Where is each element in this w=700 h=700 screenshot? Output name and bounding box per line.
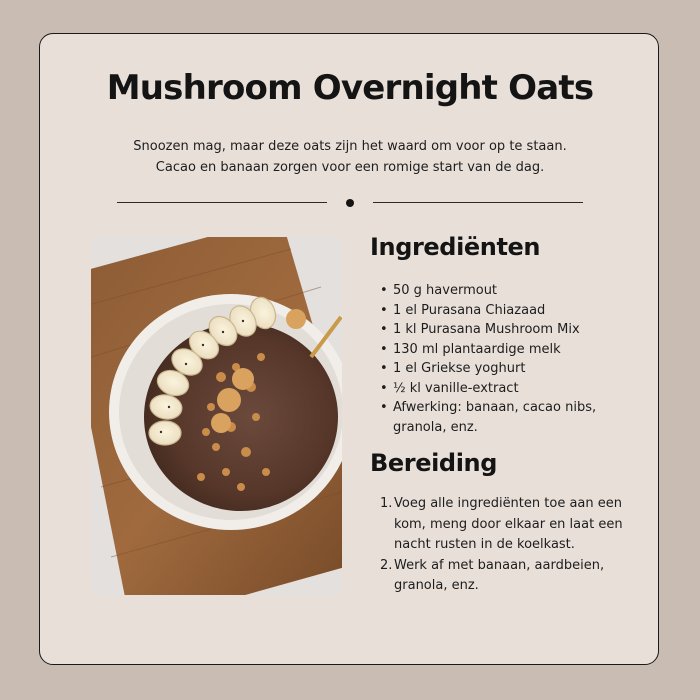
divider-line-left [117, 202, 327, 203]
ingredient-item: • ½ kl vanille-extract [380, 379, 650, 399]
ingredient-item: • 1 kl Purasana Mushroom Mix [380, 320, 650, 340]
ingredients-list [380, 281, 650, 437]
ingredient-item: • 130 ml plantaardige melk [380, 340, 650, 360]
step-number: 1. [380, 496, 393, 511]
recipe-title: Mushroom Overnight Oats [106, 68, 594, 108]
recipe-intro-line: Snoozen mag, maar deze oats zijn het waard om voor op te staan. [133, 139, 567, 154]
step-text: Werk af met banaan, aardbeien, granola, enz. [394, 557, 605, 593]
divider-line-right [373, 202, 583, 203]
recipe-intro [0, 136, 700, 178]
recipe-photo [91, 237, 342, 595]
ingredient-item: • 50 g havermout [380, 281, 650, 301]
preparation-heading: Bereiding [370, 449, 497, 477]
preparation-step [380, 556, 625, 597]
recipe-intro-line: Cacao en banaan zorgen voor een romige start van de dag. [155, 160, 545, 175]
ingredient-item: • 1 el Purasana Chiazaad [380, 301, 650, 321]
preparation-steps [380, 494, 625, 597]
ingredient-item: • Afwerking: banaan, cacao nibs, granola, enz. [380, 398, 650, 437]
step-text: Voeg alle ingrediënten toe aan een kom, meng door elkaar en laat een nacht rusten in de koelkast. [394, 496, 623, 552]
divider-dot [346, 199, 354, 207]
ingredient-item: • 1 el Griekse yoghurt [380, 359, 650, 379]
step-number: 2. [380, 557, 393, 573]
preparation-step [380, 494, 625, 556]
ingredients-heading: Ingrediënten [370, 233, 541, 261]
